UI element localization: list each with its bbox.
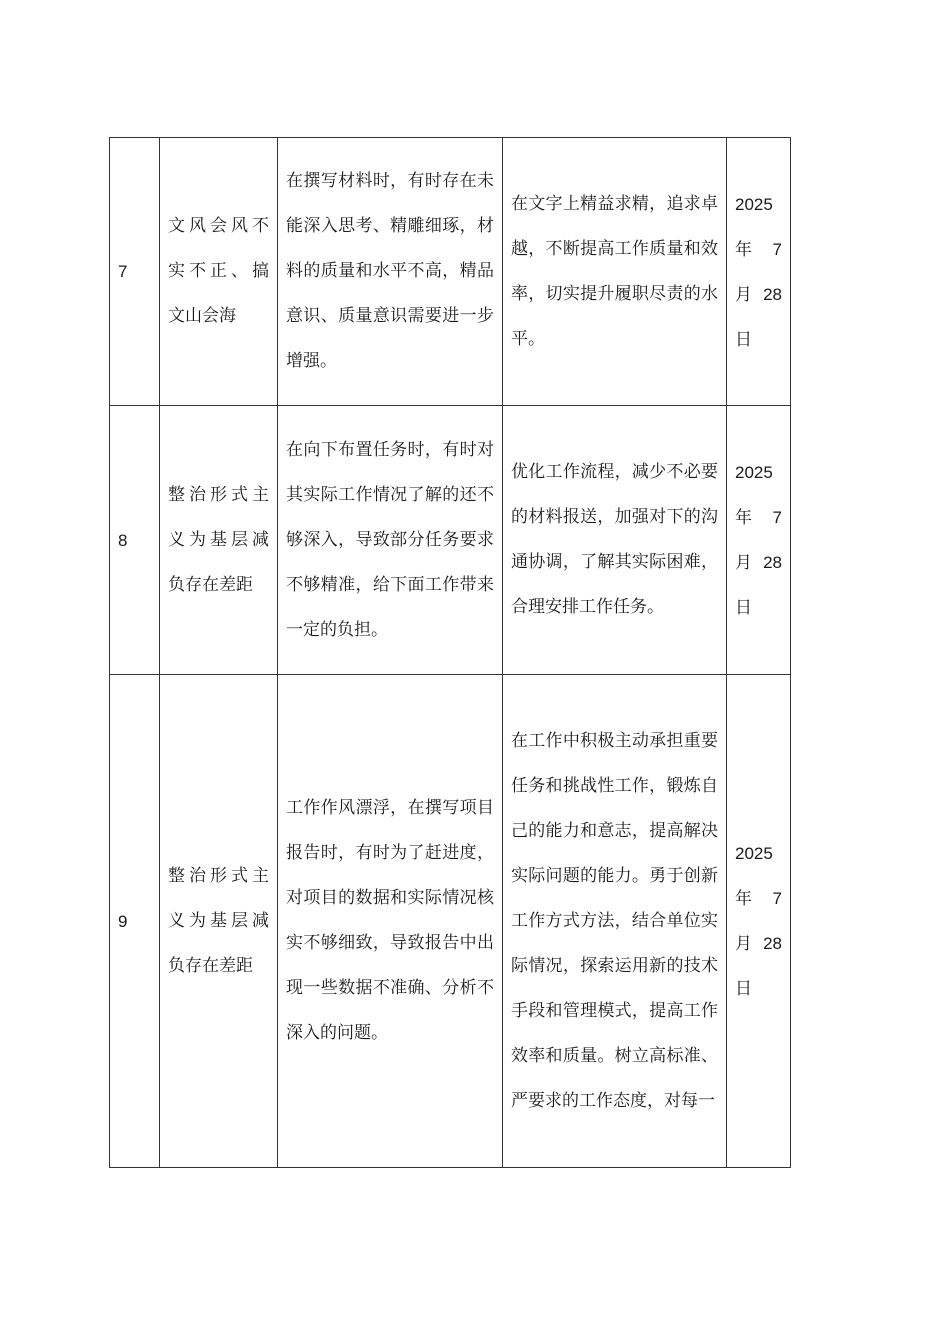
date-yue: 月 [735,934,752,953]
table-row [110,138,791,406]
problem-cell: 在撰写材料时，有时存在未能深入思考、精雕细琢，材料的质量和水平不高，精品意识、质量意识需要进一步增强。 [278,138,503,406]
date-cell [727,138,791,406]
date-ri: 日 [735,979,752,998]
date-month: 7 [772,508,782,527]
date-month-line [735,495,782,540]
date-day-line [735,540,782,585]
date-nian: 年 [735,239,752,259]
date-nian: 年 [735,508,752,527]
date-year: 2025 [735,194,773,214]
date-month: 7 [772,239,782,259]
date-year: 2025 [735,844,773,863]
date-day-line [735,921,782,966]
date-day: 28 [763,934,782,953]
measure-cell: 优化工作流程，减少不必要的材料报送，加强对下的沟通协调，了解其实际困难，合理安排工作任务。 [503,406,727,675]
date-yue: 月 [735,553,752,572]
date-cell [727,675,791,1168]
row-number: 7 [110,138,160,406]
table-row [110,675,791,1168]
date-year: 2025 [735,463,773,482]
table-row [110,406,791,675]
date-cell [727,406,791,675]
measure-cell: 在文字上精益求精，追求卓越，不断提高工作质量和效率，切实提升履职尽责的水平。 [503,138,727,406]
date-month-line [735,227,782,272]
problem-cell: 工作作风漂浮，在撰写项目报告时，有时为了赶进度，对项目的数据和实际情况核实不够细致，导致报告中出现一些数据不准确、分析不深入的问题。 [278,675,503,1168]
date-ri: 日 [735,329,752,349]
date-ri: 日 [735,598,752,617]
date-month-line [735,876,782,921]
issue-cell: 文风会风不实不正、搞文山会海 [160,138,278,406]
date-day-line [735,272,782,317]
date-yue: 月 [735,284,752,304]
issue-cell: 整治形式主义为基层减负存在差距 [160,406,278,675]
problem-cell: 在向下布置任务时，有时对其实际工作情况了解的还不够深入，导致部分任务要求不够精准，给下面工作带来一定的负担。 [278,406,503,675]
date-day: 28 [763,553,782,572]
row-number: 8 [110,406,160,675]
date-day: 28 [763,284,782,304]
measure-cell: 在工作中积极主动承担重要任务和挑战性工作，锻炼自己的能力和意志，提高解决实际问题的能力。勇于创新工作方式方法，结合单位实际情况，探索运用新的技术手段和管理模式，提高工作效率和质量。树立高标准、严要求的工作态度，对每一 [503,675,727,1168]
date-month: 7 [772,889,782,908]
row-number: 9 [110,675,160,1168]
rectification-table [109,137,791,1168]
date-nian: 年 [735,889,752,908]
issue-cell: 整治形式主义为基层减负存在差距 [160,675,278,1168]
